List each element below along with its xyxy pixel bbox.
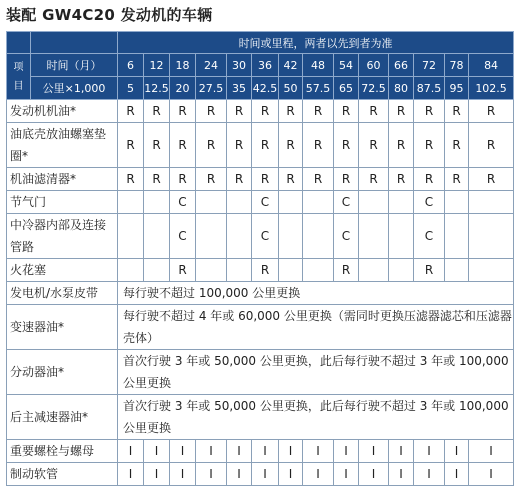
km-header: 42.5 (252, 77, 279, 100)
schedule-cell: R (334, 123, 359, 168)
row-note: 每行驶不超过 100,000 公里更换 (118, 282, 514, 305)
month-header: 30 (227, 54, 252, 77)
schedule-cell: R (303, 168, 334, 191)
row-item-name: 机油滤清器* (7, 168, 118, 191)
schedule-cell (359, 259, 389, 282)
schedule-cell (227, 259, 252, 282)
row-item-name: 发电机/水泵皮带 (7, 282, 118, 305)
row-item-name: 油底壳放油螺塞垫圈* (7, 123, 118, 168)
schedule-cell: I (469, 463, 514, 486)
row-note: 首次行驶 3 年或 50,000 公里更换，此后每行驶不超过 3 年或 100,000 公里更换 (118, 395, 514, 440)
month-header: 60 (359, 54, 389, 77)
schedule-cell: I (196, 463, 227, 486)
schedule-cell: R (252, 100, 279, 123)
month-header: 54 (334, 54, 359, 77)
schedule-cell: R (414, 168, 445, 191)
item-header (7, 54, 31, 100)
schedule-cell (303, 214, 334, 259)
schedule-cell: R (414, 259, 445, 282)
schedule-cell: I (170, 463, 196, 486)
schedule-cell (196, 259, 227, 282)
schedule-cell: R (359, 123, 389, 168)
schedule-cell (469, 191, 514, 214)
schedule-cell: R (196, 168, 227, 191)
schedule-cell (227, 214, 252, 259)
schedule-cell: I (196, 440, 227, 463)
schedule-cell (227, 191, 252, 214)
month-header: 66 (389, 54, 414, 77)
table-row (7, 259, 514, 282)
schedule-cell: R (279, 100, 303, 123)
schedule-cell (359, 191, 389, 214)
row-item-name: 制动软管 (7, 463, 118, 486)
schedule-cell: I (414, 440, 445, 463)
schedule-cell (359, 214, 389, 259)
schedule-cell: R (469, 168, 514, 191)
month-header: 36 (252, 54, 279, 77)
row-item-name: 变速器油* (7, 305, 118, 350)
schedule-cell: R (359, 100, 389, 123)
schedule-cell: R (445, 168, 469, 191)
schedule-cell: R (144, 123, 170, 168)
schedule-cell: I (359, 440, 389, 463)
km-header: 20 (170, 77, 196, 100)
schedule-cell (279, 214, 303, 259)
schedule-cell (196, 214, 227, 259)
schedule-cell (144, 191, 170, 214)
schedule-cell: R (414, 123, 445, 168)
schedule-cell: C (252, 214, 279, 259)
schedule-cell: I (469, 440, 514, 463)
schedule-cell: R (334, 168, 359, 191)
schedule-cell: I (170, 440, 196, 463)
month-header: 12 (144, 54, 170, 77)
table-row (7, 168, 514, 191)
schedule-cell: C (414, 191, 445, 214)
km-header: 80 (389, 77, 414, 100)
row-item-name: 后主减速器油* (7, 395, 118, 440)
schedule-cell: R (279, 123, 303, 168)
schedule-cell: I (144, 440, 170, 463)
km-header: 57.5 (303, 77, 334, 100)
km-label: 公里×1,000 (31, 77, 118, 100)
schedule-cell: R (118, 100, 144, 123)
km-header: 27.5 (196, 77, 227, 100)
schedule-cell: I (227, 463, 252, 486)
schedule-cell: R (303, 123, 334, 168)
km-header: 12.5 (144, 77, 170, 100)
schedule-cell: R (334, 259, 359, 282)
schedule-cell: R (334, 100, 359, 123)
km-header: 50 (279, 77, 303, 100)
page-title: 装配 GW4C20 发动机的车辆 (6, 6, 213, 24)
month-header: 48 (303, 54, 334, 77)
schedule-cell (144, 214, 170, 259)
schedule-cell (279, 191, 303, 214)
schedule-cell (303, 191, 334, 214)
month-header: 6 (118, 54, 144, 77)
schedule-cell: R (389, 123, 414, 168)
schedule-cell: R (227, 123, 252, 168)
row-note: 首次行驶 3 年或 50,000 公里更换，此后每行驶不超过 3 年或 100,000 公里更换 (118, 350, 514, 395)
schedule-cell: R (279, 168, 303, 191)
schedule-cell: R (445, 100, 469, 123)
month-header: 72 (414, 54, 445, 77)
km-header: 65 (334, 77, 359, 100)
schedule-cell: I (279, 463, 303, 486)
schedule-cell (445, 191, 469, 214)
schedule-cell: C (334, 191, 359, 214)
time-label: 时间（月） (31, 54, 118, 77)
schedule-cell: I (389, 440, 414, 463)
km-header: 102.5 (469, 77, 514, 100)
schedule-cell: I (279, 440, 303, 463)
schedule-cell: I (334, 463, 359, 486)
schedule-cell: I (414, 463, 445, 486)
schedule-cell: I (144, 463, 170, 486)
schedule-cell: I (334, 440, 359, 463)
schedule-cell: I (303, 440, 334, 463)
table-row (7, 440, 514, 463)
schedule-cell: R (389, 168, 414, 191)
row-item-name: 重要螺栓与螺母 (7, 440, 118, 463)
row-item-name: 节气门 (7, 191, 118, 214)
schedule-cell (303, 259, 334, 282)
schedule-cell (279, 259, 303, 282)
schedule-cell: I (445, 463, 469, 486)
month-header: 24 (196, 54, 227, 77)
schedule-cell: R (170, 168, 196, 191)
schedule-cell (144, 259, 170, 282)
schedule-cell: I (118, 440, 144, 463)
schedule-cell (445, 214, 469, 259)
schedule-cell: R (359, 168, 389, 191)
schedule-cell: R (389, 100, 414, 123)
km-header: 95 (445, 77, 469, 100)
schedule-cell: C (170, 191, 196, 214)
km-header: 35 (227, 77, 252, 100)
table-row (7, 395, 514, 440)
schedule-cell (118, 259, 144, 282)
schedule-cell: C (170, 214, 196, 259)
schedule-cell: R (303, 100, 334, 123)
km-header: 87.5 (414, 77, 445, 100)
schedule-cell (389, 214, 414, 259)
schedule-cell: C (334, 214, 359, 259)
row-item-name: 中冷器内部及连接管路 (7, 214, 118, 259)
table-row (7, 191, 514, 214)
schedule-cell: I (389, 463, 414, 486)
row-item-name: 发动机机油* (7, 100, 118, 123)
schedule-cell: R (170, 100, 196, 123)
schedule-cell (118, 191, 144, 214)
month-header: 18 (170, 54, 196, 77)
month-header: 42 (279, 54, 303, 77)
schedule-cell: R (469, 123, 514, 168)
schedule-cell: I (252, 463, 279, 486)
item-header-text: 项 目 (13, 61, 24, 92)
schedule-cell (389, 191, 414, 214)
schedule-cell: I (359, 463, 389, 486)
table-row (7, 214, 514, 259)
row-item-name: 火花塞 (7, 259, 118, 282)
schedule-cell: R (118, 168, 144, 191)
schedule-cell: C (252, 191, 279, 214)
table-row (7, 100, 514, 123)
row-note: 每行驶不超过 4 年或 60,000 公里更换（需同时更换压滤器滤芯和压滤器壳体） (118, 305, 514, 350)
schedule-cell (196, 191, 227, 214)
schedule-cell (118, 214, 144, 259)
schedule-cell: C (414, 214, 445, 259)
schedule-cell: R (196, 123, 227, 168)
schedule-cell (469, 259, 514, 282)
row-item-name: 分动器油* (7, 350, 118, 395)
schedule-cell: R (144, 100, 170, 123)
month-header: 78 (445, 54, 469, 77)
table-row (7, 282, 514, 305)
km-header: 72.5 (359, 77, 389, 100)
table-row (7, 463, 514, 486)
schedule-cell: I (118, 463, 144, 486)
month-header: 84 (469, 54, 514, 77)
schedule-cell: R (144, 168, 170, 191)
schedule-cell: I (303, 463, 334, 486)
schedule-cell: R (414, 100, 445, 123)
schedule-cell: I (445, 440, 469, 463)
table-row (7, 350, 514, 395)
schedule-cell: R (252, 259, 279, 282)
table-row (7, 123, 514, 168)
maintenance-schedule-table (6, 31, 514, 486)
schedule-cell (389, 259, 414, 282)
schedule-cell: R (170, 259, 196, 282)
schedule-cell: I (252, 440, 279, 463)
schedule-cell: R (170, 123, 196, 168)
schedule-cell (445, 259, 469, 282)
schedule-cell: R (227, 168, 252, 191)
schedule-cell: R (252, 123, 279, 168)
schedule-cell: R (118, 123, 144, 168)
schedule-cell: R (252, 168, 279, 191)
schedule-cell: R (196, 100, 227, 123)
schedule-cell: R (227, 100, 252, 123)
table-row (7, 305, 514, 350)
schedule-cell: R (469, 100, 514, 123)
schedule-cell: R (445, 123, 469, 168)
table-banner: 时间或里程，两者以先到者为准 (118, 32, 514, 54)
km-header: 5 (118, 77, 144, 100)
schedule-cell: I (227, 440, 252, 463)
schedule-cell (469, 214, 514, 259)
